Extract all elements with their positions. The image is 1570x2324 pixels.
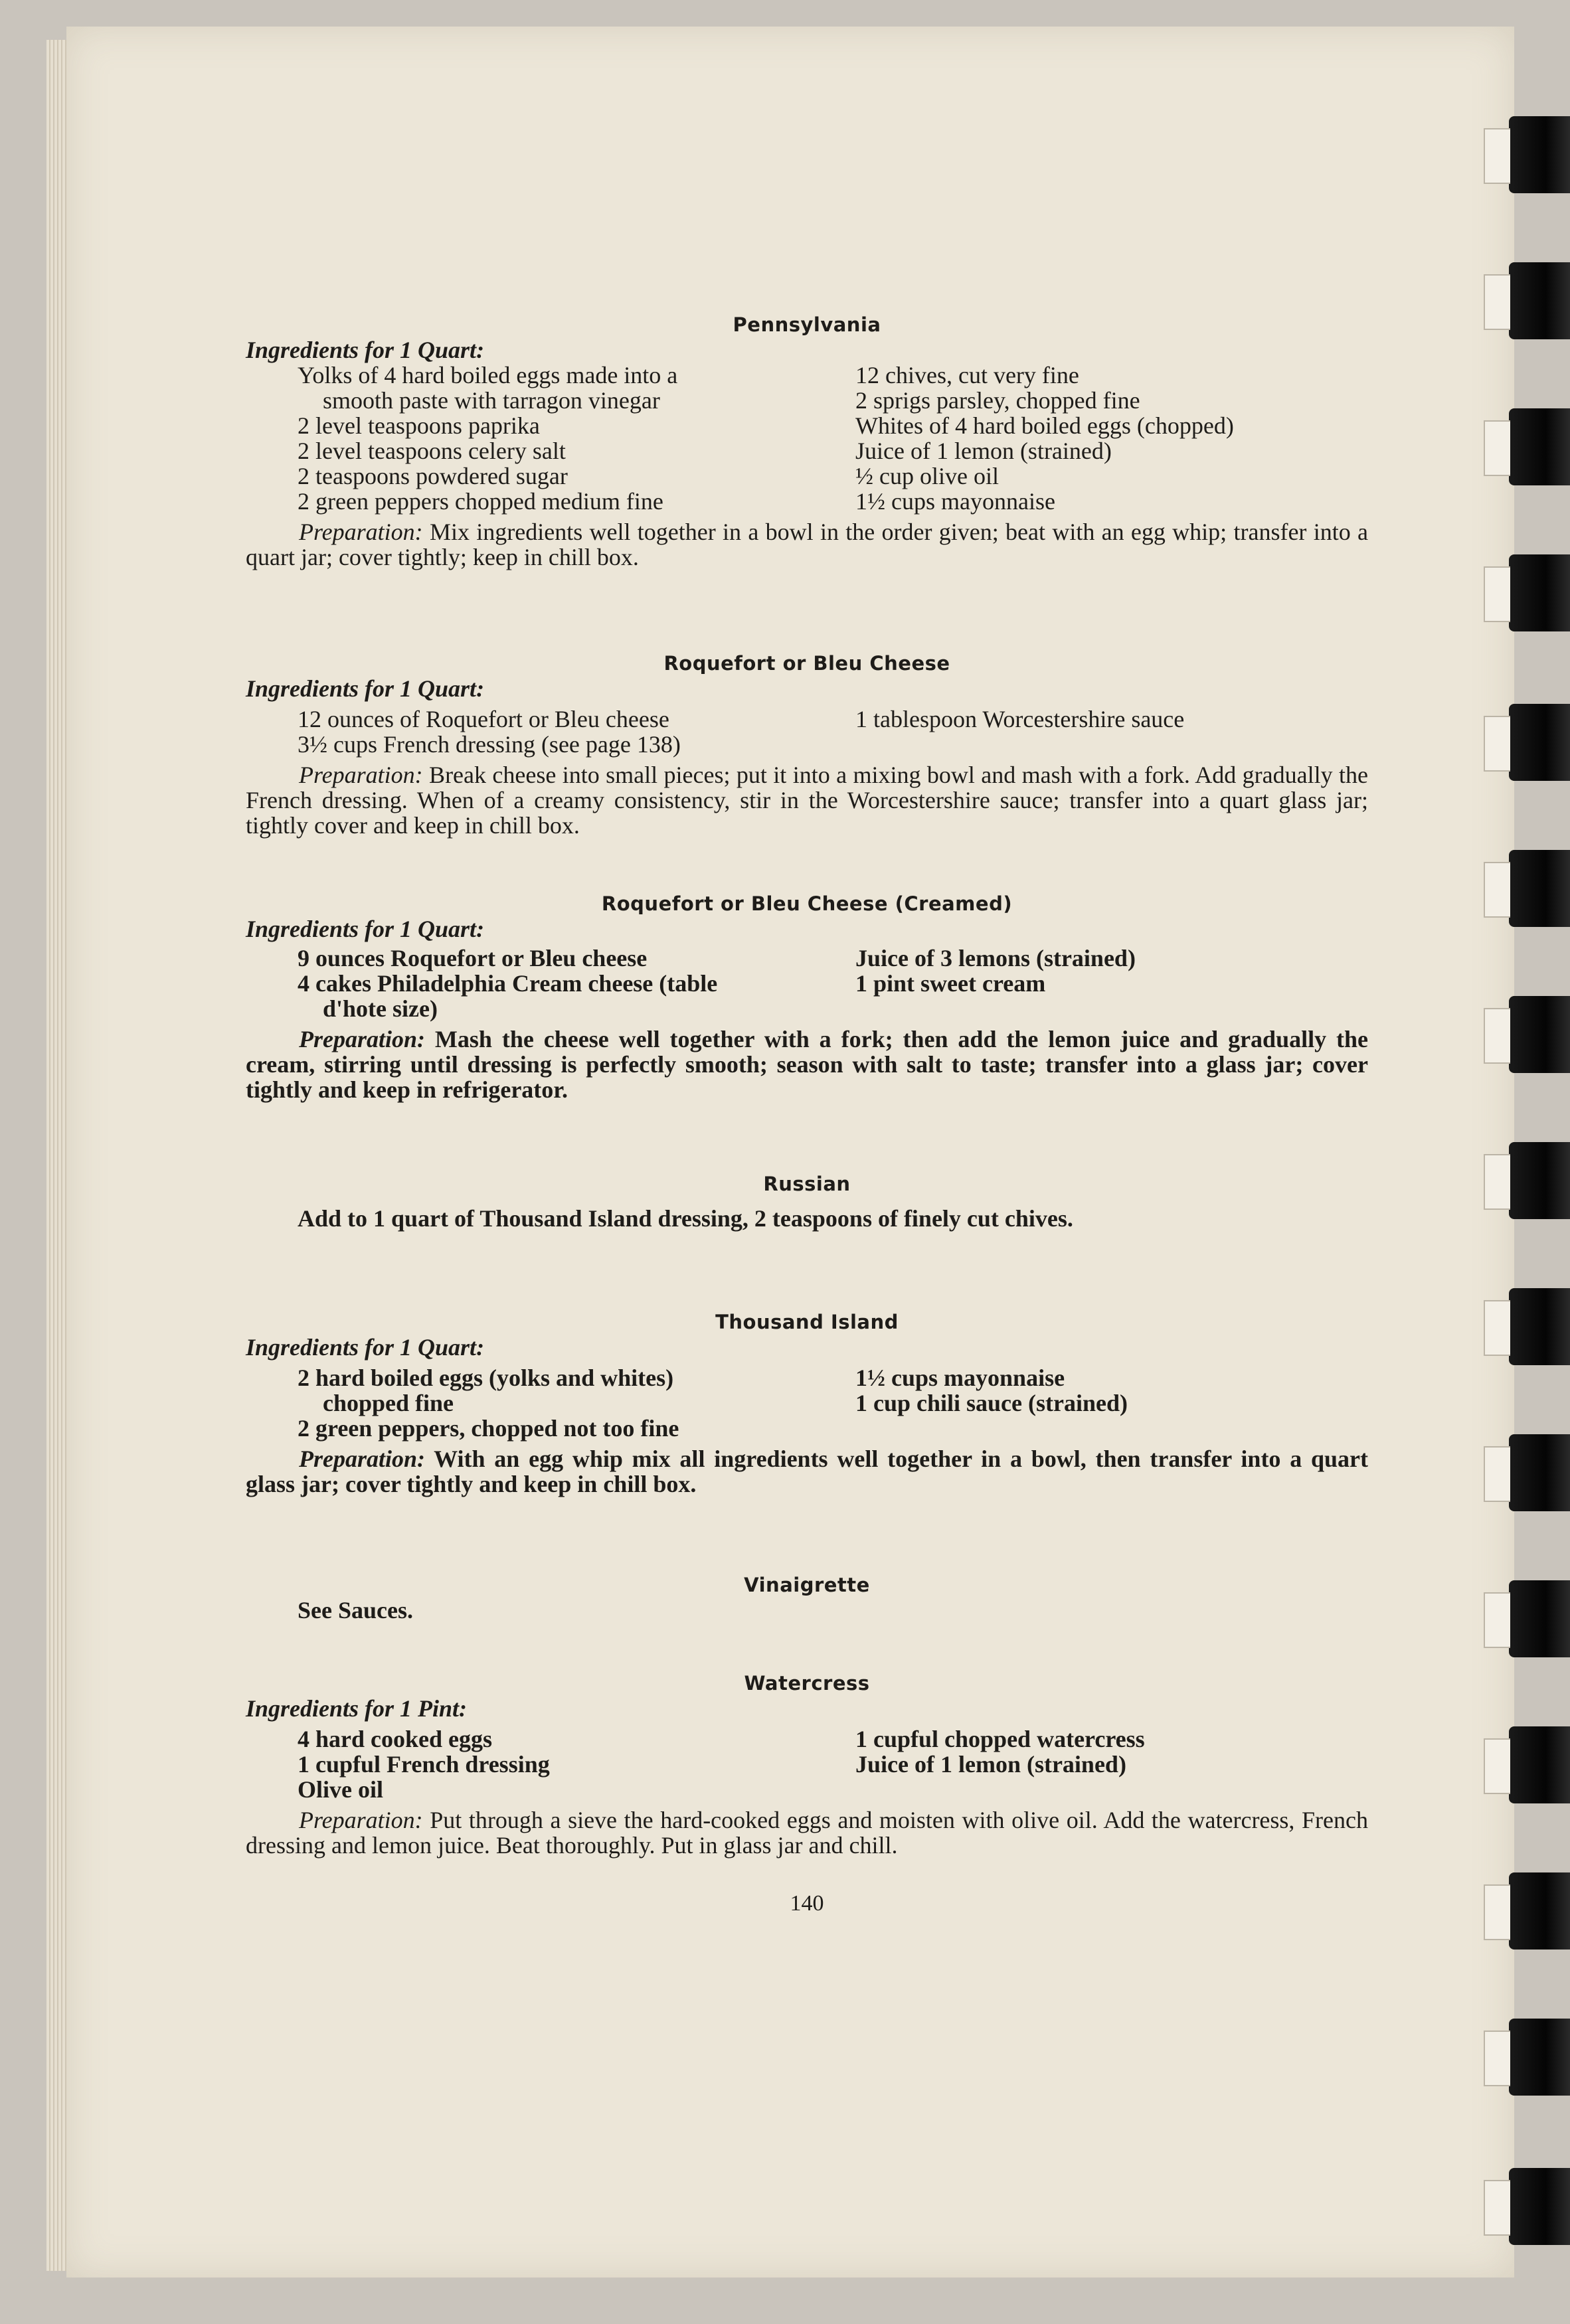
ingredient-line: 4 hard cooked eggs (298, 1726, 493, 1752)
binding-coil (1509, 2019, 1570, 2096)
binding-coil (1509, 1872, 1570, 1950)
page-content (246, 312, 1368, 1916)
ingredient-line: 3½ cups French dressing (see page 138) (298, 731, 681, 758)
ingredient-line: Yolks of 4 hard boiled eggs made into a (298, 362, 678, 388)
binding-coil (1509, 1434, 1570, 1511)
ingredient-line: 1 cupful chopped watercress (855, 1726, 1145, 1752)
preparation-paragraph (246, 1446, 1368, 1497)
ingredients-columns (298, 1726, 1368, 1802)
ingredients-label: Ingredients for 1 Quart: (246, 675, 485, 702)
ingredients-left (298, 1365, 855, 1441)
binding-coil (1509, 704, 1570, 781)
ingredients-columns (298, 1365, 1368, 1441)
ingredients-right (855, 363, 1368, 514)
binding-coil (1509, 996, 1570, 1073)
ingredients-left (298, 946, 855, 1021)
preparation-paragraph (246, 762, 1368, 838)
recipe-title: Russian (763, 1173, 851, 1195)
binding-coil (1509, 1580, 1570, 1657)
recipe-section (246, 1572, 1368, 1623)
ingredient-line: 2 sprigs parsley, chopped fine (855, 387, 1140, 414)
ingredients-label: Ingredients for 1 Quart: (246, 1334, 485, 1361)
recipe-section (246, 651, 1368, 838)
ingredient-line: 1 pint sweet cream (855, 970, 1046, 997)
binding-coil (1509, 850, 1570, 927)
recipe-title: Pennsylvania (733, 313, 881, 336)
preparation-paragraph (246, 1807, 1368, 1858)
binding-coil (1509, 1142, 1570, 1219)
recipe-section (246, 891, 1368, 1102)
ingredients-right (855, 1365, 1368, 1441)
ingredient-line: Whites of 4 hard boiled eggs (chopped) (855, 412, 1234, 439)
preparation-label: Preparation: (299, 519, 423, 545)
preparation-label: Preparation: (299, 1807, 423, 1833)
recipe-title: Watercress (744, 1672, 870, 1695)
preparation-text: Put through a sieve the hard-cooked eggs and moisten with olive oil. Add the watercress, French dressing and lemon juice. Beat thoroughly. Put in glass jar and chill. (246, 1807, 1368, 1859)
binding-coil (1509, 554, 1570, 631)
ingredient-line: Olive oil (298, 1776, 383, 1803)
recipe-title: Vinaigrette (744, 1574, 870, 1596)
ingredients-columns (298, 946, 1368, 1021)
preparation-text: With an egg whip mix all ingredients well together in a bowl, then transfer into a quart glass jar; cover tightly and keep in chill box. (246, 1446, 1368, 1497)
ingredient-line: 2 hard boiled eggs (yolks and whites) (298, 1365, 674, 1391)
ingredients-label: Ingredients for 1 Quart: (246, 337, 485, 363)
ingredients-columns (298, 706, 1368, 757)
recipe-text: Add to 1 quart of Thousand Island dressing, 2 teaspoons of finely cut chives. (298, 1205, 1073, 1232)
ingredient-line: 4 cakes Philadelphia Cream cheese (table (298, 970, 718, 997)
ingredient-line: 1½ cups mayonnaise (855, 488, 1055, 515)
recipe-text: See Sauces. (298, 1597, 413, 1623)
ingredient-line: d'hote size) (323, 995, 438, 1022)
ingredient-line: chopped fine (323, 1390, 454, 1416)
ingredient-line: 9 ounces Roquefort or Bleu cheese (298, 945, 648, 971)
ingredients-columns (298, 363, 1368, 514)
preparation-text: Mash the cheese well together with a fork; then add the lemon juice and gradually the cream, stirring until dressing is perfectly smooth; season with salt to taste; transfer into a glass jar; cover tightly and keep in refrigerator. (246, 1026, 1368, 1103)
recipe-section (246, 312, 1368, 570)
recipe-title: Thousand Island (715, 1311, 899, 1333)
preparation-label: Preparation: (299, 1446, 426, 1472)
preparation-paragraph (246, 1027, 1368, 1102)
binding-coil (1509, 116, 1570, 193)
ingredient-line: 12 ounces of Roquefort or Bleu cheese (298, 706, 669, 732)
ingredient-line: 12 chives, cut very fine (855, 362, 1079, 388)
ingredient-line: 2 green peppers chopped medium fine (298, 488, 663, 515)
ingredients-left (298, 1726, 855, 1802)
ingredients-left (298, 706, 855, 757)
recipe-title: Roquefort or Bleu Cheese (Creamed) (601, 892, 1013, 915)
ingredient-line: 1 cup chili sauce (strained) (855, 1390, 1128, 1416)
ingredient-line: 1 tablespoon Worcestershire sauce (855, 706, 1185, 732)
preparation-label: Preparation: (299, 1026, 426, 1052)
binding-coil (1509, 1726, 1570, 1803)
binding-coil (1509, 1288, 1570, 1365)
binding-coil (1509, 2168, 1570, 2245)
binding-coil (1509, 262, 1570, 339)
recipe-section (246, 1171, 1368, 1231)
preparation-paragraph (246, 519, 1368, 570)
ingredient-line: 2 teaspoons powdered sugar (298, 463, 568, 489)
preparation-text: Mix ingredients well together in a bowl in the order given; beat with an egg whip; transfer into a quart jar; cover tightly; keep in chill box. (246, 519, 1368, 570)
binding-coil (1509, 408, 1570, 485)
spiral-binding (1490, 0, 1570, 2324)
ingredients-label: Ingredients for 1 Quart: (246, 916, 485, 942)
recipe-section (246, 1671, 1368, 1858)
page-number: 140 (790, 1891, 824, 1916)
ingredient-line: 1½ cups mayonnaise (855, 1365, 1065, 1391)
ingredient-line: 1 cupful French dressing (298, 1751, 550, 1778)
ingredients-label: Ingredients for 1 Pint: (246, 1695, 468, 1722)
ingredients-right (855, 706, 1368, 757)
ingredient-line: 2 level teaspoons celery salt (298, 438, 566, 464)
ingredient-line: Juice of 1 lemon (strained) (855, 1751, 1126, 1778)
preparation-text: Break cheese into small pieces; put it into a mixing bowl and mash with a fork. Add gradually the French dressing. When of a creamy consistency, stir in the Worcestershire sauce; transfer into a quart glass jar; tightly cover and keep in chill box. (246, 762, 1368, 839)
ingredient-line: Juice of 1 lemon (strained) (855, 438, 1112, 464)
ingredients-right (855, 946, 1368, 1021)
ingredients-right (855, 1726, 1368, 1802)
ingredient-line: 2 level teaspoons paprika (298, 412, 540, 439)
ingredient-line: ½ cup olive oil (855, 463, 999, 489)
preparation-label: Preparation: (299, 762, 423, 788)
ingredient-line: 2 green peppers, chopped not too fine (298, 1415, 679, 1442)
ingredient-line: Juice of 3 lemons (strained) (855, 945, 1136, 971)
recipe-title: Roquefort or Bleu Cheese (663, 652, 950, 675)
ingredients-left (298, 363, 855, 514)
ingredient-line: smooth paste with tarragon vinegar (323, 387, 660, 414)
recipe-section (246, 1309, 1368, 1497)
